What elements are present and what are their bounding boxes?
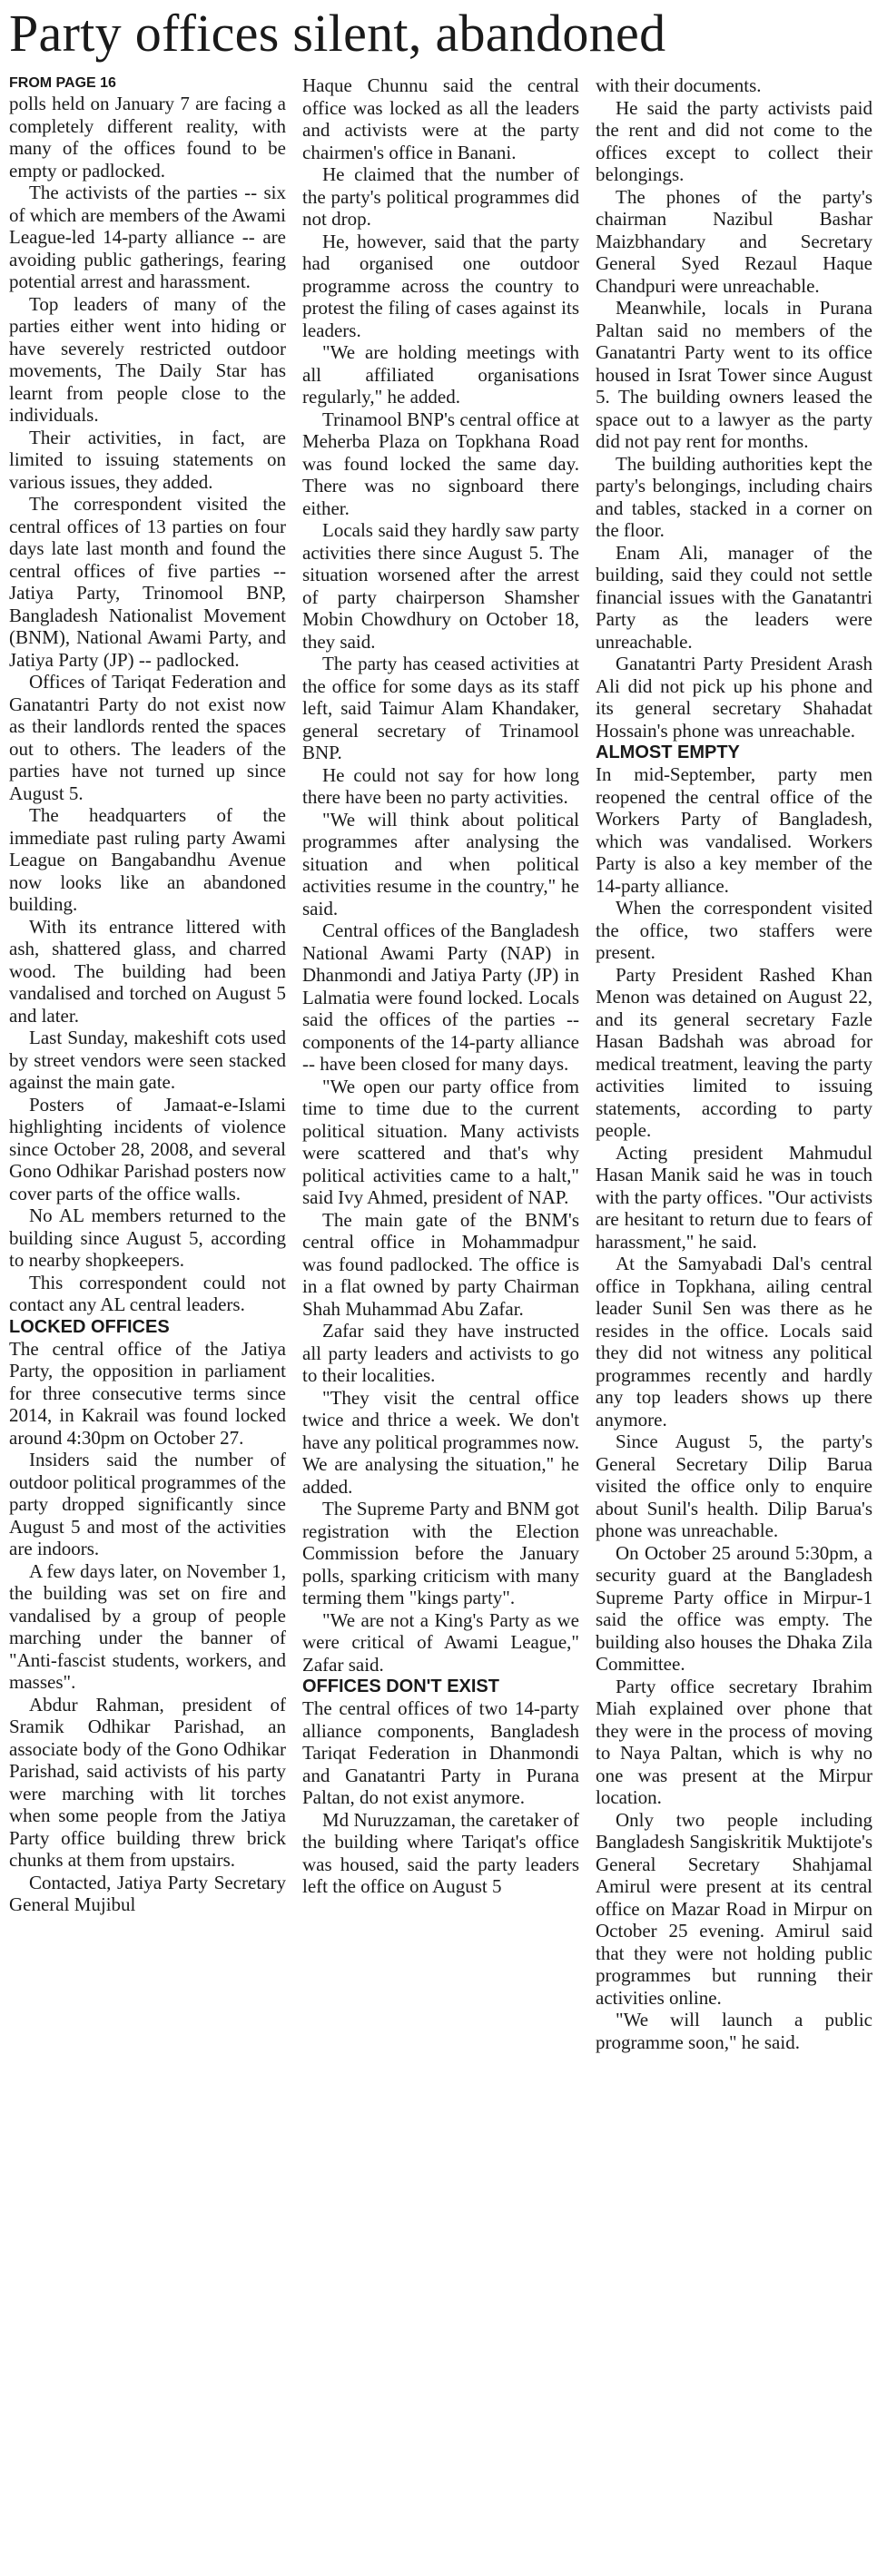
paragraph: Top leaders of many of the parties either went into hiding or have severely restricted outdoor movements, The Daily Star has learnt from people close to the individuals. <box>9 292 286 426</box>
paragraph: The Supreme Party and BNM got registration with the Election Commission before the January polls, sparking criticism with many terming them "kings party". <box>302 1498 579 1608</box>
jump-line: FROM PAGE 16 <box>9 75 116 91</box>
section-subhead: LOCKED OFFICES <box>9 1316 170 1337</box>
paragraph: "We will think about political programmes after analysing the situation and when political activities resume in the country," he said. <box>302 808 579 919</box>
paragraph: Their activities, in fact, are limited to issuing statements on various issues, they added. <box>9 426 286 493</box>
paragraph: Locals said they hardly saw party activities there since August 5. The situation worsened after the arrest of party chairperson Shamsher Mobin Chowdhury on October 18, they said. <box>302 519 579 653</box>
paragraph: Central offices of the Bangladesh National Awami Party (NAP) in Dhanmondi and Jatiya Party (JP) in Lalmatia were found locked. Locals said the offices of the parties -- components of the 14-party alliance -- have been closed for many days. <box>302 919 579 1075</box>
paragraph: Only two people including Bangladesh Sangiskritik Muktijote's General Secretary Shahjamal Amirul were present at its central office on Mazar Road in Mirpur on October 25 evening. Amirul said that they were not holding public programmes but running their activities online. <box>596 1808 872 2009</box>
section-subhead: ALMOST EMPTY <box>596 742 740 762</box>
paragraph: Party President Rashed Khan Menon was detained on August 22, and its general secretary Fazle Hasan Badshah was abroad for medical treatment, leaving the party activities limited to issuing statements, according to party people. <box>596 963 872 1141</box>
paragraph: The main gate of the BNM's central office in Mohammadpur was found padlocked. The office is in a flat owned by party Chairman Shah Muhammad Abu Zafar. <box>302 1208 579 1320</box>
paragraph: Abdur Rahman, president of Sramik Odhikar Parishad, an associate body of the Gono Odhikar Parishad, said activists of his party were marching with lit torches when some people from the Jatiya Party office building threw brick chunks at them from upstairs. <box>9 1693 286 1871</box>
paragraph: The headquarters of the immediate past ruling party Awami League on Bangabandhu Avenue now looks like an abandoned building. <box>9 804 286 915</box>
paragraph: Acting president Mahmudul Hasan Manik said he was in touch with the party offices. "Our activists are hesitant to return due to fears of harassment," he said. <box>596 1141 872 1253</box>
paragraph: Enam Ali, manager of the building, said they could not settle financial issues with the Ganatantri Party as the leaders were unreachable. <box>596 541 872 653</box>
paragraph: With its entrance littered with ash, shattered glass, and charred wood. The building had been vandalised and torched on August 5 and later. <box>9 915 286 1027</box>
paragraph: He claimed that the number of the party's political programmes did not drop. <box>302 163 579 230</box>
paragraph: Last Sunday, makeshift cots used by street vendors were seen stacked against the main gate. <box>9 1027 286 1093</box>
paragraph: Md Nuruzzaman, the caretaker of the building where Tariqat's office was housed, said the party leaders left the office on August 5 <box>302 1808 579 1897</box>
paragraph: A few days later, on November 1, the building was set on fire and vandalised by a group of people marching under the banner of "Anti-fascist students, workers, and masses". <box>9 1559 286 1693</box>
paragraph: "We are holding meetings with all affiliated organisations regularly," he added. <box>302 341 579 408</box>
paragraph: Trinamool BNP's central office at Meherba Plaza on Topkhana Road was found locked the same day. There was no signboard there either. <box>302 408 579 519</box>
paragraph: No AL members returned to the building since August 5, according to nearby shopkeepers. <box>9 1204 286 1271</box>
paragraph: Posters of Jamaat-e-Islami highlighting incidents of violence since October 28, 2008, and several Gono Odhikar Parishad posters now cover parts of the office walls. <box>9 1093 286 1204</box>
paragraph: Meanwhile, locals in Purana Paltan said no members of the Ganatantri Party went to its office housed in Israt Tower since August 5. The building owners leased the space out to a lawyer as the party did not pay rent for months. <box>596 297 872 452</box>
paragraph: He, however, said that the party had organised one outdoor programme across the country to protest the filing of cases against its leaders. <box>302 230 579 341</box>
paragraph: polls held on January 7 are facing a completely different reality, with many of the offices found to be empty or padlocked. <box>9 93 286 182</box>
paragraph: "We are not a King's Party as we were critical of Awami League," Zafar said. <box>302 1608 579 1676</box>
article-columns <box>9 74 880 2053</box>
paragraph: "We will launch a public programme soon," he said. <box>596 2009 872 2053</box>
paragraph: Zafar said they have instructed all party leaders and activists to go to their localities. <box>302 1320 579 1386</box>
paragraph: This correspondent could not contact any AL central leaders. <box>9 1271 286 1315</box>
paragraph: Insiders said the number of outdoor political programmes of the party dropped significantly since August 5 and most of the activities are indoors. <box>9 1449 286 1559</box>
paragraph: with their documents. <box>596 74 762 96</box>
paragraph: In mid-September, party men reopened the central office of the Workers Party of Bangladesh, which was vandalised. Workers Party is also a key member of the 14-party alliance. <box>596 763 872 897</box>
paragraph: Contacted, Jatiya Party Secretary General Mujibul <box>9 1871 286 1915</box>
paragraph: On October 25 around 5:30pm, a security guard at the Bangladesh Supreme Party office in Mirpur-1 said the office was empty. The building also houses the Dhaka Zila Committee. <box>596 1541 872 1675</box>
paragraph: The phones of the party's chairman Nazibul Bashar Maizbhandary and Secretary General Syed Rezaul Haque Chandpuri were unreachable. <box>596 185 872 297</box>
paragraph: "We open our party office from time to time due to the current political situation. Many activists were scattered and that's why political activities came to a halt," said Ivy Ahmed, president of NAP. <box>302 1075 579 1208</box>
headline: Party offices silent, abandoned <box>9 4 666 63</box>
paragraph: The correspondent visited the central offices of 13 parties on four days late last month and found the central offices of five parties -- Jatiya Party, Trinomool BNP, Bangladesh Nationalist Movement (BNM), National Awami Party, and Jatiya Party (JP) -- padlocked. <box>9 493 286 671</box>
paragraph: He could not say for how long there have been no party activities. <box>302 763 579 808</box>
paragraph: When the correspondent visited the office, two staffers were present. <box>596 897 872 963</box>
paragraph: The party has ceased activities at the office for some days as its staff left, said Taimur Alam Khandaker, general secretary of Trinamool BNP. <box>302 653 579 763</box>
paragraph: The central offices of two 14-party alliance components, Bangladesh Tariqat Federation in Dhanmondi and Ganatantri Party in Purana Paltan, do not exist anymore. <box>302 1697 579 1808</box>
paragraph: Party office secretary Ibrahim Miah explained over phone that they were in the process of moving to Naya Paltan, which is why no one was present at the Mirpur location. <box>596 1675 872 1808</box>
paragraph: At the Samyabadi Dal's central office in Topkhana, ailing central leader Sunil Sen was there as he resides in the office. Locals said they did not witness any political programmes recently and hardly any top leaders shows up there anymore. <box>596 1253 872 1431</box>
paragraph: Offices of Tariqat Federation and Ganatantri Party do not exist now as their landlords rented the spaces out to others. The leaders of the parties have not turned up since August 5. <box>9 671 286 804</box>
paragraph: The building authorities kept the party's belongings, including chairs and tables, stacked in a corner on the floor. <box>596 452 872 541</box>
column-2 <box>302 74 579 2053</box>
section-subhead: OFFICES DON'T EXIST <box>302 1676 499 1696</box>
column-3 <box>596 74 872 2053</box>
paragraph: The central office of the Jatiya Party, the opposition in parliament for three consecutive terms since 2014, in Kakrail was found locked around 4:30pm on October 27. <box>9 1337 286 1449</box>
paragraph: Ganatantri Party President Arash Ali did not pick up his phone and its general secretary Shahadat Hossain's phone was unreachable. <box>596 653 872 742</box>
column-1 <box>9 74 286 2053</box>
paragraph: Haque Chunnu said the central office was locked as all the leaders and activists were at the party chairmen's office in Banani. <box>302 74 579 163</box>
paragraph: "They visit the central office twice and thrice a week. We don't have any political programmes now. We are analysing the situation," he added. <box>302 1386 579 1498</box>
paragraph: He said the party activists paid the rent and did not come to the offices except to collect their belongings. <box>596 96 872 185</box>
paragraph: The activists of the parties -- six of which are members of the Awami League-led 14-party alliance -- are avoiding public gatherings, fearing potential arrest and harassment. <box>9 182 286 292</box>
paragraph: Since August 5, the party's General Secretary Dilip Barua visited the office only to enquire about Sunil's health. Dilip Barua's phone was unreachable. <box>596 1431 872 1541</box>
